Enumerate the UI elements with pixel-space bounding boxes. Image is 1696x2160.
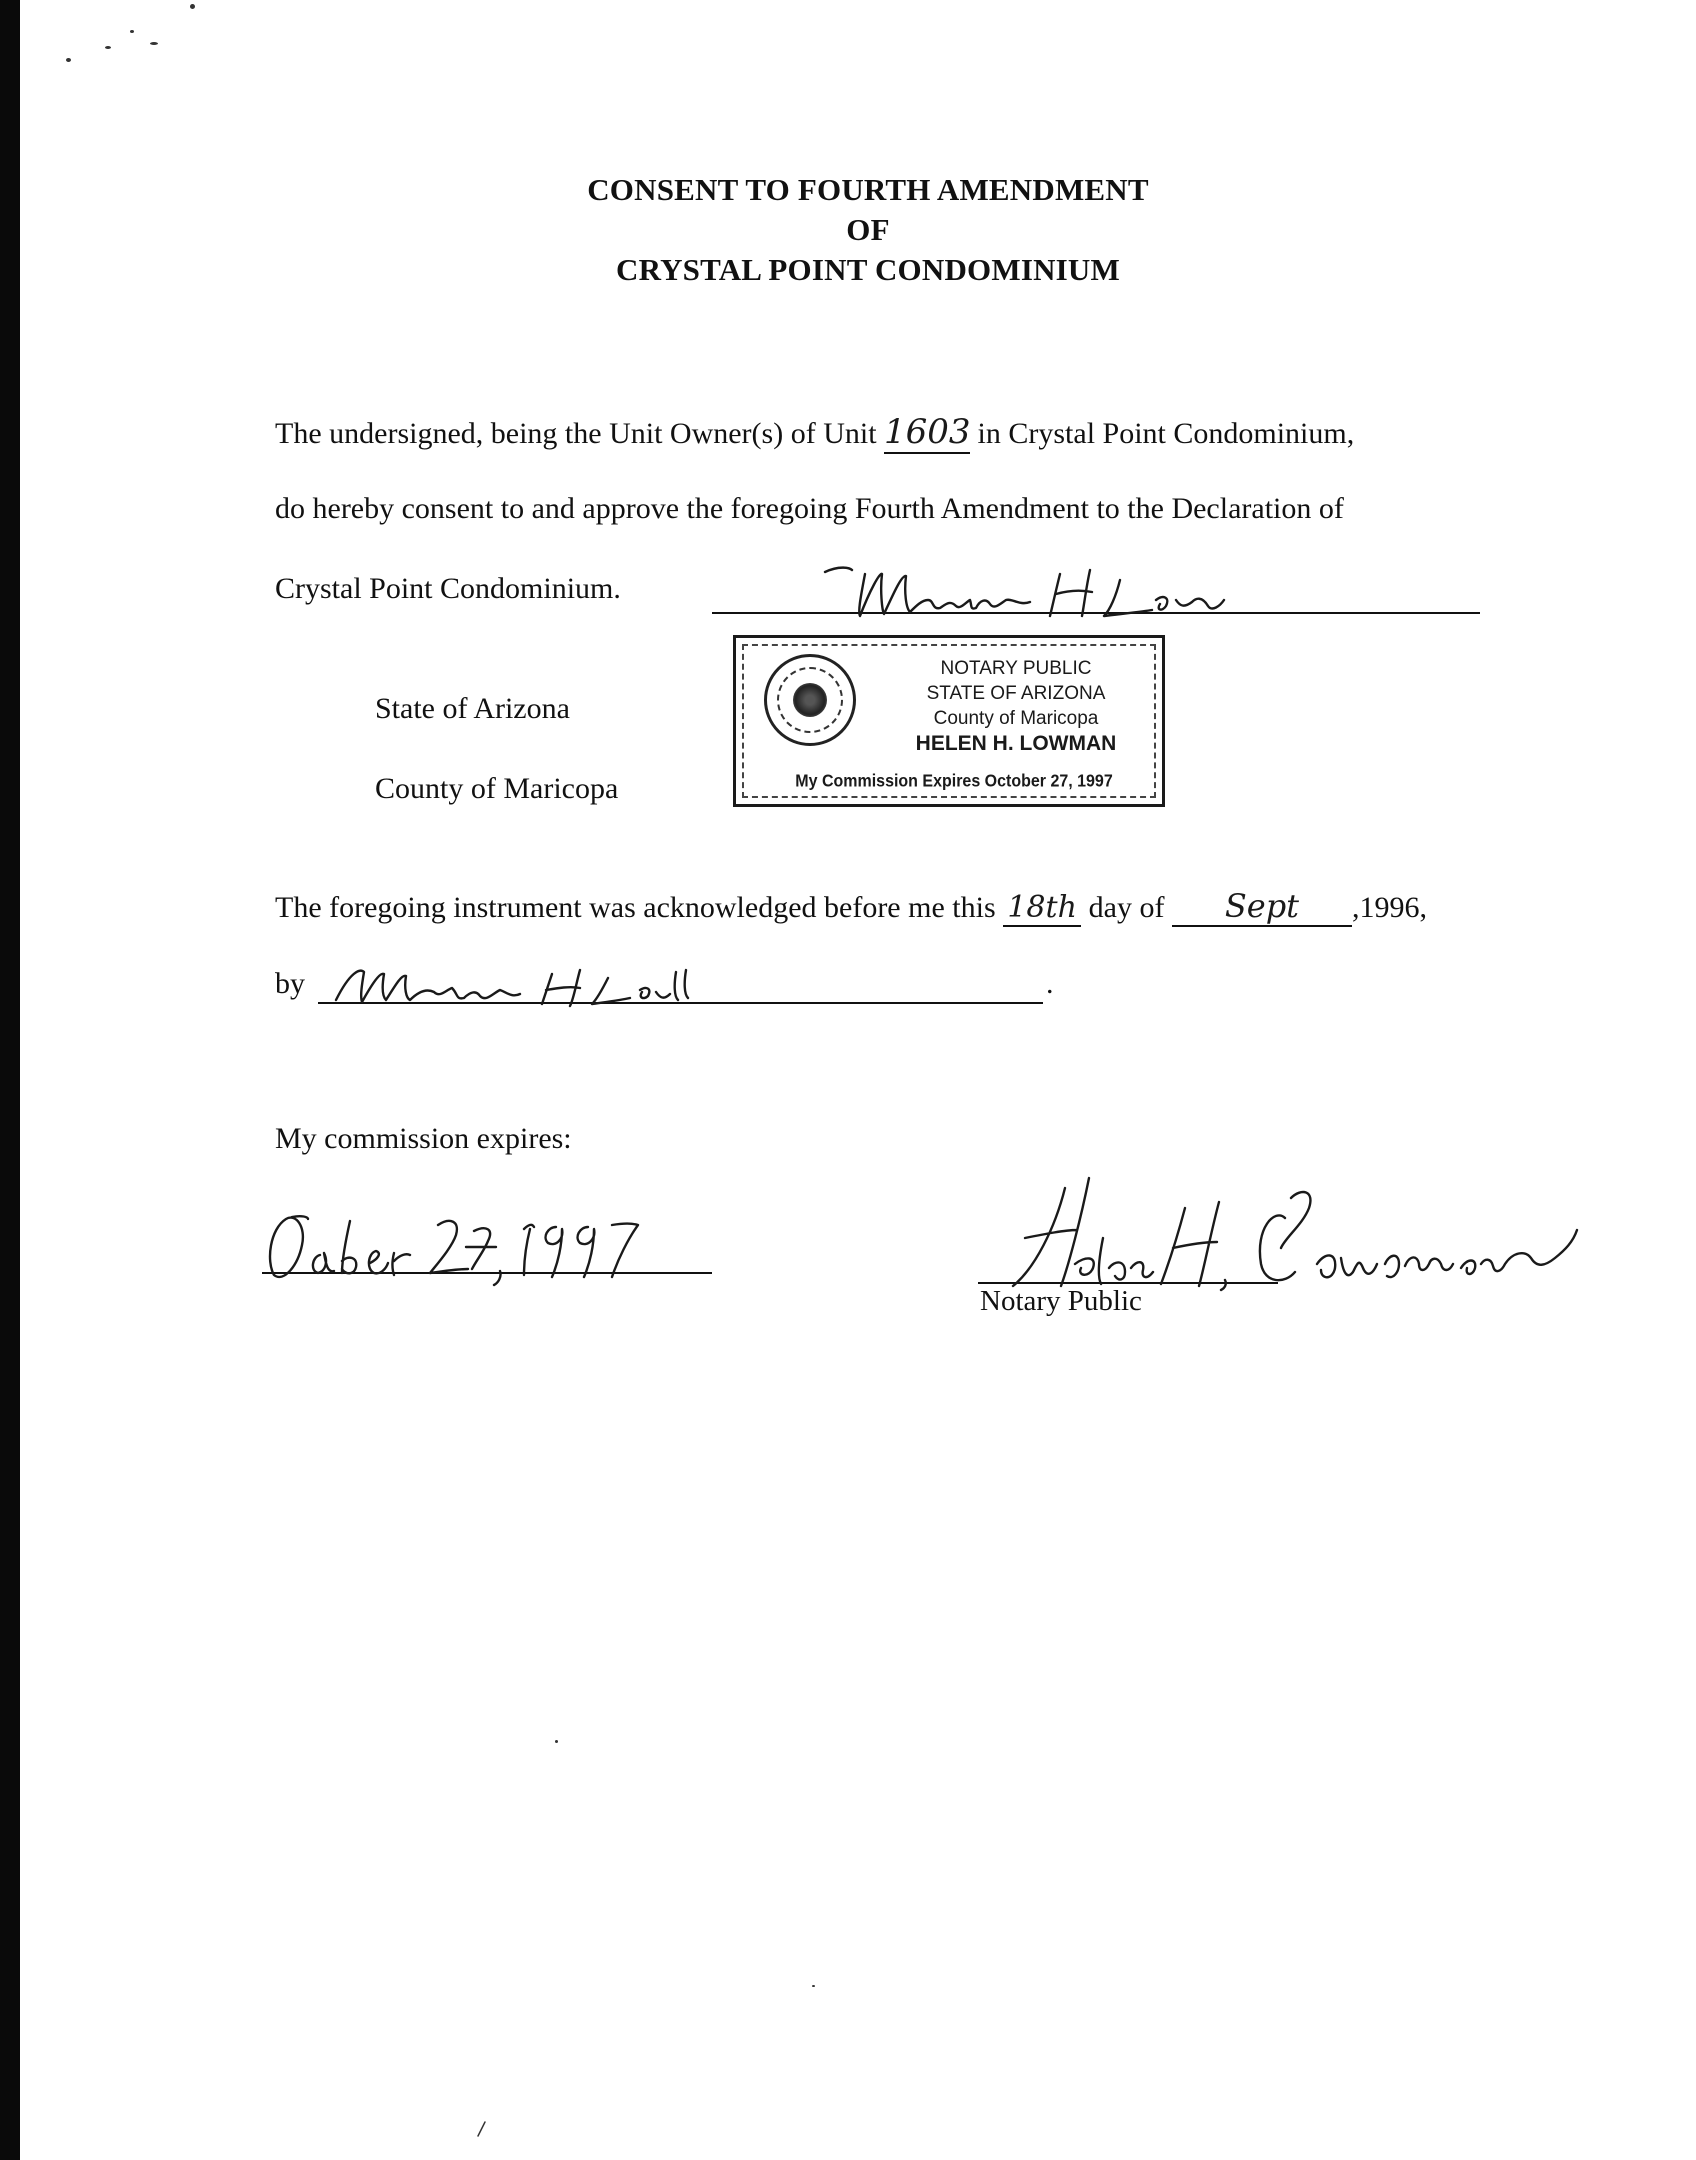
notary-caption: Notary Public — [980, 1285, 1142, 1317]
state-label: State of Arizona — [375, 692, 570, 725]
commission-label: My commission expires: — [275, 1122, 572, 1155]
notary-stamp — [733, 635, 1165, 807]
consent-prefix: The undersigned, being the Unit Owner(s) of Unit — [275, 417, 877, 450]
state-seal-icon — [764, 654, 856, 746]
stamp-notary-name: HELEN H. LOWMAN — [915, 732, 1117, 755]
scan-speck — [130, 30, 134, 33]
ack-year: ,1996, — [1351, 891, 1427, 924]
scan-speck — [150, 42, 158, 45]
commission-date-handwritten — [262, 1205, 702, 1285]
county-label: County of Maricopa — [375, 772, 619, 805]
document-title — [0, 170, 1696, 290]
title-line-2: OF — [846, 212, 890, 247]
title-line-1: CONSENT TO FOURTH AMENDMENT — [587, 172, 1149, 207]
scan-left-edge — [0, 0, 20, 2160]
ack-day-of: day of — [1088, 891, 1165, 924]
by-period: . — [1046, 967, 1054, 1000]
acknowledgement-line — [275, 887, 1427, 927]
scan-speck — [812, 1985, 815, 1987]
scan-speck — [105, 46, 111, 49]
stamp-text-block — [876, 656, 1156, 756]
ack-prefix: The foregoing instrument was acknowledged before me this — [275, 891, 996, 924]
scan-speck — [190, 4, 195, 9]
by-label: by — [275, 967, 305, 1000]
owner-signature — [820, 560, 1300, 620]
ack-day-field[interactable]: 18th — [1003, 890, 1081, 927]
stamp-expiration: My Commission Expires October 27, 1997 — [795, 772, 1113, 791]
unit-number-field[interactable]: 1603 — [884, 412, 971, 452]
scan-speck — [555, 1740, 558, 1743]
title-line-3: CRYSTAL POINT CONDOMINIUM — [616, 252, 1120, 287]
consent-line-2: do hereby consent to and approve the foregoing Fourth Amendment to the Declaration of — [275, 492, 1344, 525]
by-line — [275, 967, 305, 1001]
scan-speck — [66, 58, 71, 62]
consent-line-1 — [275, 412, 1354, 454]
stamp-line-1: NOTARY PUBLIC — [940, 658, 1092, 679]
scan-mark — [475, 2120, 487, 2138]
consent-line-3: Crystal Point Condominium. — [275, 572, 621, 605]
stamp-line-3: County of Maricopa — [933, 708, 1099, 729]
ack-month-field[interactable]: Sept — [1172, 887, 1352, 927]
stamp-line-2: STATE OF ARIZONA — [926, 683, 1106, 704]
consent-suffix: in Crystal Point Condominium, — [977, 417, 1355, 450]
by-signature — [330, 960, 770, 1010]
